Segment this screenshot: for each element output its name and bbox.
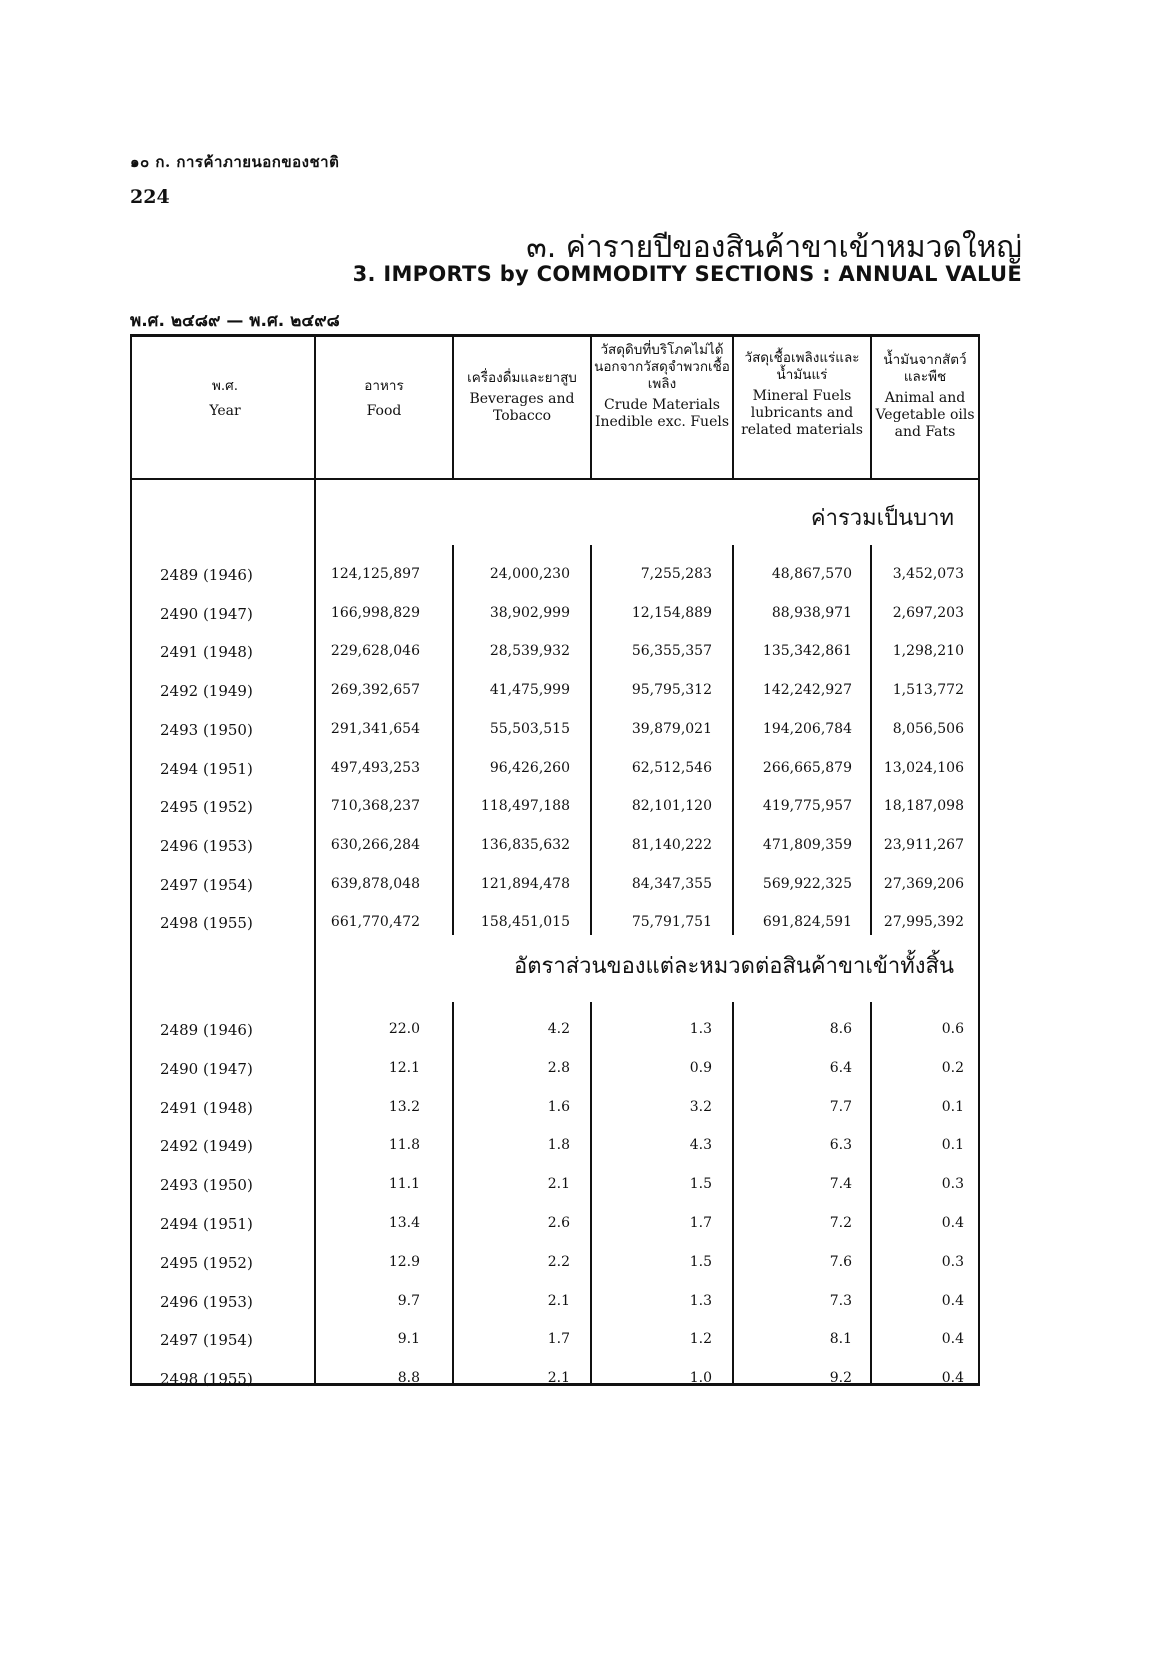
row-value: 13,024,106	[883, 760, 964, 776]
header-col-divider	[452, 337, 454, 478]
row-value: 269,392,657	[330, 682, 420, 698]
row-value: 8.1	[829, 1331, 852, 1347]
row-value: 639,878,048	[330, 876, 420, 892]
row-value: 0.3	[941, 1176, 964, 1192]
row-value: 2.1	[547, 1293, 570, 1309]
row-value: 13.4	[388, 1215, 420, 1231]
page-number: 224	[130, 186, 170, 208]
row-value: 569,922,325	[762, 876, 852, 892]
row-value: 1.5	[689, 1176, 712, 1192]
header-col-divider	[314, 337, 316, 478]
row-value: 7.3	[829, 1293, 852, 1309]
row-value: 41,475,999	[489, 682, 570, 698]
row-value: 13.2	[388, 1099, 420, 1115]
row-value: 75,791,751	[631, 914, 712, 930]
column-header-thai: พ.ศ.	[211, 378, 239, 394]
row-value: 12.9	[388, 1254, 420, 1270]
row-value: 0.3	[941, 1254, 964, 1270]
row-value: 0.1	[941, 1099, 964, 1115]
row-value: 118,497,188	[480, 798, 570, 814]
row-value: 6.4	[829, 1060, 852, 1076]
row-value: 8,056,506	[892, 721, 964, 737]
table-right-border	[978, 334, 980, 1386]
column-header-animal-vegetable-oils	[874, 352, 976, 441]
row-value: 1,298,210	[892, 643, 964, 659]
column-header-english: Animal and Vegetable oils and Fats	[875, 390, 975, 440]
running-head: ๑๐ ก. การค้าภายนอกของชาติ	[130, 153, 340, 171]
column-header-mineral-fuels	[736, 350, 868, 439]
row-value: 9.1	[397, 1331, 420, 1347]
row-value: 229,628,046	[330, 643, 420, 659]
row-value: 135,342,861	[762, 643, 852, 659]
row-value: 2.6	[547, 1215, 570, 1231]
row-year: 2494 (1951)	[160, 760, 253, 778]
row-value: 142,242,927	[762, 682, 852, 698]
row-value: 291,341,654	[330, 721, 420, 737]
header-col-divider	[732, 337, 734, 478]
row-value: 471,809,359	[762, 837, 852, 853]
row-value: 11.1	[388, 1176, 420, 1192]
column-header-thai: วัสดุดิบที่บริโภคไม่ได้นอกจากวัสดุจำพวกเชื้อเพลิง	[594, 342, 730, 392]
row-year: 2495 (1952)	[160, 798, 253, 816]
row-value: 166,998,829	[330, 605, 420, 621]
row-value: 2.1	[547, 1370, 570, 1386]
row-year: 2497 (1954)	[160, 876, 253, 894]
row-value: 24,000,230	[489, 566, 570, 582]
row-value: 266,665,879	[762, 760, 852, 776]
row-value: 9.7	[397, 1293, 420, 1309]
row-value: 48,867,570	[771, 566, 852, 582]
column-header-english: Crude Materials Inedible exc. Fuels	[594, 397, 730, 430]
column-header-thai: วัสดุเชื้อเพลิงแร่และน้ำมันแร่	[744, 350, 860, 383]
row-value: 691,824,591	[762, 914, 852, 930]
row-year: 2491 (1948)	[160, 1099, 253, 1117]
row-year: 2489 (1946)	[160, 1021, 253, 1039]
row-value: 0.4	[941, 1215, 964, 1231]
row-value: 55,503,515	[489, 721, 570, 737]
row-value: 7,255,283	[640, 566, 712, 582]
row-value: 23,911,267	[883, 837, 964, 853]
column-header-crude-materials	[594, 342, 730, 431]
row-value: 4.2	[547, 1021, 570, 1037]
row-value: 0.4	[941, 1331, 964, 1347]
row-value: 3.2	[689, 1099, 712, 1115]
row-year: 2490 (1947)	[160, 1060, 253, 1078]
row-value: 710,368,237	[330, 798, 420, 814]
row-value: 1.5	[689, 1254, 712, 1270]
column-header-english: Year	[209, 403, 241, 419]
row-year: 2489 (1946)	[160, 566, 253, 584]
row-value: 1.3	[689, 1293, 712, 1309]
row-year: 2498 (1955)	[160, 1370, 253, 1388]
row-value: 12.1	[388, 1060, 420, 1076]
row-value: 1.3	[689, 1021, 712, 1037]
row-year: 2496 (1953)	[160, 1293, 253, 1311]
row-value: 1,513,772	[892, 682, 964, 698]
column-header-english: Mineral Fuels lubricants and related materials	[741, 388, 863, 438]
row-value: 3,452,073	[892, 566, 964, 582]
row-value: 136,835,632	[480, 837, 570, 853]
row-value: 95,795,312	[631, 682, 712, 698]
row-value: 18,187,098	[883, 798, 964, 814]
row-value: 84,347,355	[631, 876, 712, 892]
header-bottom-rule	[130, 478, 980, 480]
row-year: 2491 (1948)	[160, 643, 253, 661]
row-value: 2.1	[547, 1176, 570, 1192]
row-year: 2490 (1947)	[160, 605, 253, 623]
row-value: 88,938,971	[771, 605, 852, 621]
row-value: 56,355,357	[631, 643, 712, 659]
column-header-thai: เครื่องดื่มและยาสูบ	[467, 370, 577, 386]
row-value: 4.3	[689, 1137, 712, 1153]
row-value: 7.7	[829, 1099, 852, 1115]
header-col-divider	[590, 337, 592, 478]
header-col-divider	[870, 337, 872, 478]
table-title-thai: ๓. ค่ารายปีของสินค้าขาเข้าหมวดใหญ่	[526, 230, 1022, 265]
table-title-english: 3. IMPORTS by COMMODITY SECTIONS : ANNUAL VALUE	[352, 262, 1022, 286]
column-header-thai: น้ำมันจากสัตว์และพืช	[883, 352, 967, 385]
row-value: 62,512,546	[631, 760, 712, 776]
row-value: 2.2	[547, 1254, 570, 1270]
row-value: 0.4	[941, 1370, 964, 1386]
row-year: 2498 (1955)	[160, 914, 253, 932]
row-value: 661,770,472	[330, 914, 420, 930]
row-year: 2493 (1950)	[160, 1176, 253, 1194]
row-value: 22.0	[388, 1021, 420, 1037]
row-value: 9.2	[829, 1370, 852, 1386]
row-value: 1.7	[689, 1215, 712, 1231]
column-header-english: Beverages and Tobacco	[469, 391, 575, 424]
row-value: 7.2	[829, 1215, 852, 1231]
row-value: 7.6	[829, 1254, 852, 1270]
row-value: 96,426,260	[489, 760, 570, 776]
row-year: 2493 (1950)	[160, 721, 253, 739]
row-value: 0.9	[689, 1060, 712, 1076]
row-value: 419,775,957	[762, 798, 852, 814]
row-value: 11.8	[388, 1137, 420, 1153]
row-year: 2497 (1954)	[160, 1331, 253, 1349]
section-label-baht-values: ค่ารวมเป็นบาท	[810, 506, 954, 531]
row-value: 82,101,120	[631, 798, 712, 814]
row-value: 194,206,784	[762, 721, 852, 737]
row-value: 8.8	[397, 1370, 420, 1386]
row-value: 12,154,889	[631, 605, 712, 621]
row-year: 2492 (1949)	[160, 1137, 253, 1155]
row-value: 497,493,253	[330, 760, 420, 776]
row-value: 2.8	[547, 1060, 570, 1076]
table-top-rule	[130, 334, 980, 337]
row-value: 6.3	[829, 1137, 852, 1153]
row-value: 121,894,478	[480, 876, 570, 892]
column-header-beverages	[456, 370, 588, 425]
row-value: 124,125,897	[330, 566, 420, 582]
column-header-thai: อาหาร	[364, 378, 404, 394]
row-value: 2,697,203	[892, 605, 964, 621]
period-label: พ.ศ. ๒๔๘๙ — พ.ศ. ๒๔๙๘	[130, 311, 340, 331]
row-year: 2495 (1952)	[160, 1254, 253, 1272]
row-value: 630,266,284	[330, 837, 420, 853]
row-value: 0.4	[941, 1293, 964, 1309]
table-left-border	[130, 334, 132, 1386]
row-value: 158,451,015	[480, 914, 570, 930]
row-value: 8.6	[829, 1021, 852, 1037]
row-value: 38,902,999	[489, 605, 570, 621]
row-value: 0.6	[941, 1021, 964, 1037]
row-value: 1.7	[547, 1331, 570, 1347]
row-value: 27,369,206	[883, 876, 964, 892]
column-header-food	[318, 378, 450, 420]
row-value: 1.6	[547, 1099, 570, 1115]
row-value: 0.1	[941, 1137, 964, 1153]
row-year: 2494 (1951)	[160, 1215, 253, 1233]
row-value: 39,879,021	[631, 721, 712, 737]
row-value: 1.8	[547, 1137, 570, 1153]
column-header-english: Food	[366, 403, 402, 419]
row-year: 2496 (1953)	[160, 837, 253, 855]
row-value: 1.0	[689, 1370, 712, 1386]
row-value: 1.2	[689, 1331, 712, 1347]
row-value: 81,140,222	[631, 837, 712, 853]
row-value: 0.2	[941, 1060, 964, 1076]
row-value: 27,995,392	[883, 914, 964, 930]
row-year: 2492 (1949)	[160, 682, 253, 700]
row-value: 7.4	[829, 1176, 852, 1192]
column-header-year	[150, 378, 300, 420]
row-value: 28,539,932	[489, 643, 570, 659]
section-label-percentage-share: อัตราส่วนของแต่ละหมวดต่อสินค้าขาเข้าทั้งสิ้น	[514, 954, 954, 979]
